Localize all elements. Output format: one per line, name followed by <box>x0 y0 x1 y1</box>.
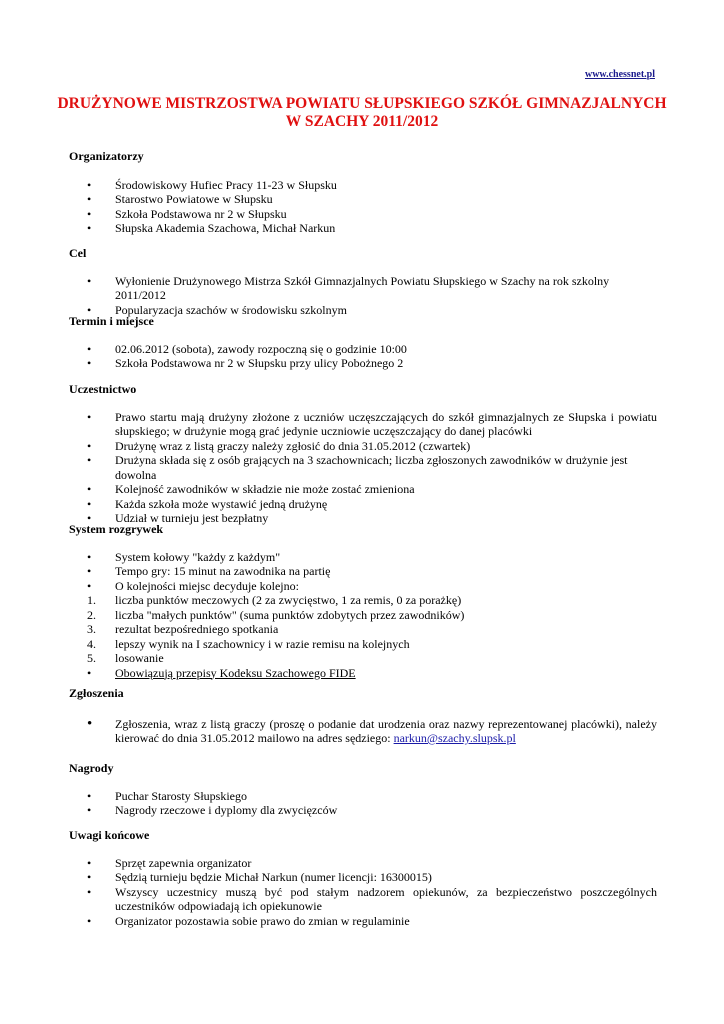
bullet-list <box>69 342 657 371</box>
list-item: • Wyłonienie Drużynowego Mistrza Szkół Gimnazjalnych Powiatu Słupskiego w Szachy na rok szkolny 2011/2012 <box>87 273 610 302</box>
fide-rules-text: Obowiązują przepisy Kodeksu Szachowego FIDE <box>115 665 356 680</box>
list-item: • Popularyzacja szachów w środowisku szkolnym <box>87 302 347 317</box>
bullet-list <box>69 717 657 746</box>
list-item: 3. rezultat bezpośredniego spotkania <box>87 622 279 636</box>
list-item <box>69 666 657 681</box>
bullet-list <box>69 410 657 526</box>
section-heading: Organizatorzy <box>69 149 144 163</box>
bullet-list <box>69 856 657 929</box>
bullet-list <box>69 789 657 818</box>
list-item: • Nagrody rzeczowe i dyplomy dla zwycięzców <box>87 803 338 817</box>
section-heading: Cel <box>69 246 87 260</box>
list-item: • Drużyna składa się z osób grających na 3 szachownicach; liczba zgłoszonych zawodników w drużynie jest dowolna <box>87 453 628 482</box>
list-number: 3. <box>87 622 96 636</box>
list-item: 2. liczba "małych punktów" (suma punktów zdobytych przez zawodników) <box>87 607 465 622</box>
title-line-2: W SZACHY 2011/2012 <box>285 113 439 130</box>
bullet-list <box>69 274 657 318</box>
section-heading: System rozgrywek <box>69 522 164 536</box>
section-uwagi <box>69 828 657 928</box>
section-heading: Nagrody <box>69 761 114 775</box>
list-item: 5. losowanie <box>87 651 164 665</box>
list-item: • Kolejność zawodników w składzie nie może zostać zmieniona <box>87 482 415 496</box>
bullet-icon: • <box>87 496 92 511</box>
section-heading: Zgłoszenia <box>69 686 124 700</box>
bullet-icon: • <box>87 409 92 424</box>
list-item: • Organizator pozostawia sobie prawo do zmian w regulaminie <box>87 913 410 928</box>
bullet-icon: • <box>87 273 92 288</box>
bullet-list <box>69 178 657 236</box>
bullet-icon: • <box>87 482 92 496</box>
section-nagrody <box>69 761 657 818</box>
bullet-icon: • <box>87 177 92 192</box>
bullet-icon: • <box>87 511 92 525</box>
section-organizatorzy <box>69 149 657 236</box>
section-cel <box>69 246 657 317</box>
list-item: • Tempo gry: 15 minut na zawodnika na partię <box>87 564 331 578</box>
list-item: • System kołowy "każdy z każdym" <box>87 549 281 564</box>
list-number: 2. <box>87 607 96 622</box>
list-item: • Szkoła Podstawowa nr 2 w Słupsku przy ulicy Pobożnego 2 <box>87 356 404 370</box>
bullet-icon: • <box>87 453 92 467</box>
list-number: 5. <box>87 651 96 665</box>
bullet-icon: • <box>87 884 92 899</box>
list-item: • Zgłoszenia, wraz z listą graczy (proszę o podanie dat urodzenia oraz nazwy reprezentowanej placówki), należy kierować do dnia 31.05.2012 mailowo na adres sędziego: narkun@szachy.slupsk.pl <box>87 715 657 745</box>
bullet-icon: • <box>87 438 92 453</box>
section-system <box>69 522 657 680</box>
bullet-icon: • <box>87 715 93 732</box>
bullet-icon: • <box>87 356 92 370</box>
list-item: • Prawo startu mają drużyny złożone z uczniów uczęszczających do szkół gimnazjalnych ze Słupska i powiatu słupskiego; w drużynie mogą grać jedynie uczniowie uczęszczający do danej placówki <box>87 409 657 438</box>
list-item: • Wszyscy uczestnicy muszą być pod stałym nadzorem opiekunów, za bezpieczeństwo poszczególnych uczestników odpowiadają ich opiekunowie <box>87 884 657 913</box>
bullet-list <box>69 550 657 681</box>
bullet-icon: • <box>87 578 92 593</box>
list-item: • Sędzią turnieju będzie Michał Narkun (numer licencji: 16300015) <box>87 870 432 884</box>
bullet-icon: • <box>87 855 92 870</box>
section-termin <box>69 314 657 371</box>
list-number: 4. <box>87 636 96 651</box>
list-item: • Środowiskowy Hufiec Pracy 11-23 w Słupsku <box>87 177 337 192</box>
list-item: • Słupska Akademia Szachowa, Michał Narkun <box>87 221 336 235</box>
list-item: 4. lepszy wynik na I szachownicy i w razie remisu na kolejnych <box>87 636 410 651</box>
bullet-icon: • <box>87 221 92 235</box>
bullet-icon: • <box>87 913 92 928</box>
bullet-icon: • <box>87 564 92 578</box>
list-item: • Każda szkoła może wystawić jedną drużynę <box>87 496 328 511</box>
list-item: • Starostwo Powiatowe w Słupsku <box>87 192 273 206</box>
list-number: 1. <box>87 593 96 607</box>
bullet-icon: • <box>87 192 92 206</box>
list-item: • Puchar Starosty Słupskiego <box>87 788 247 803</box>
list-item: • Sprzęt zapewnia organizator <box>87 855 252 870</box>
list-item: • 02.06.2012 (sobota), zawody rozpoczną się o godzinie 10:00 <box>87 341 407 356</box>
bullet-icon: • <box>87 206 92 221</box>
bullet-icon: • <box>87 665 92 680</box>
section-uczestnictwo <box>69 382 657 526</box>
section-heading: Termin i miejsce <box>69 314 154 328</box>
bullet-icon: • <box>87 788 92 803</box>
list-item: • O kolejności miejsc decyduje kolejno: <box>87 578 299 593</box>
document-title <box>0 95 724 131</box>
list-item: 1. liczba punktów meczowych (2 za zwycięstwo, 1 za remis, 0 za porażkę) <box>87 593 462 607</box>
section-heading: Uczestnictwo <box>69 382 137 396</box>
list-item: • Szkoła Podstawowa nr 2 w Słupsku <box>87 206 287 221</box>
bullet-icon: • <box>87 549 92 564</box>
section-heading: Uwagi końcowe <box>69 828 150 842</box>
bullet-icon: • <box>87 302 92 317</box>
website-link[interactable]: www.chessnet.pl <box>584 69 655 80</box>
bullet-icon: • <box>87 341 92 356</box>
section-zgloszenia <box>69 686 657 746</box>
referee-email-link[interactable]: narkun@szachy.slupsk.pl <box>393 731 516 745</box>
bullet-icon: • <box>87 870 92 884</box>
title-line-1: DRUŻYNOWE MISTRZOSTWA POWIATU SŁUPSKIEGO SZKÓŁ GIMNAZJALNYCH <box>57 95 667 112</box>
bullet-icon: • <box>87 803 92 817</box>
list-item: • Drużynę wraz z listą graczy należy zgłosić do dnia 31.05.2012 (czwartek) <box>87 438 471 453</box>
list-item: • Udział w turnieju jest bezpłatny <box>87 511 269 525</box>
